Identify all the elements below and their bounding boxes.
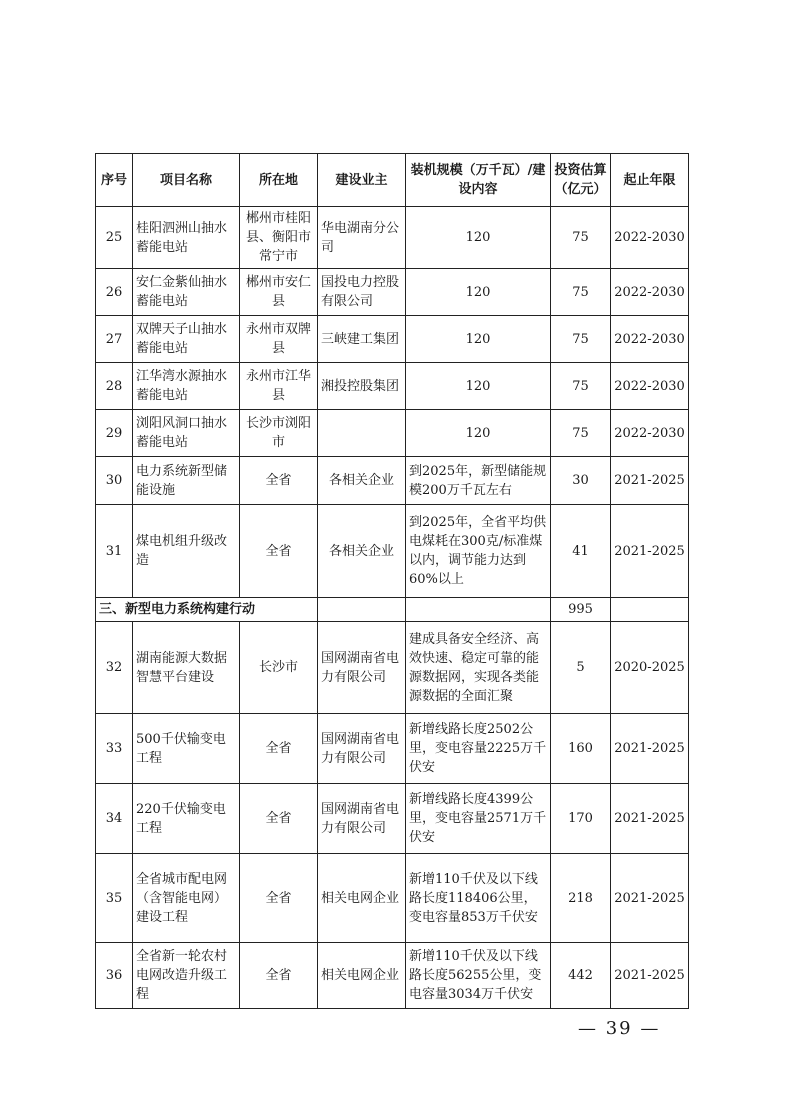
cell-name: 江华湾水源抽水蓄能电站: [133, 363, 240, 410]
table-row: [96, 207, 689, 269]
cell-content: 新增线路长度2502公里，变电容量2225万千伏安: [406, 714, 551, 784]
section-invest: 995: [551, 598, 611, 622]
cell-location: 永州市双牌县: [240, 316, 318, 363]
table-row: [96, 457, 689, 505]
table-row: [96, 784, 689, 854]
cell-seq: 31: [96, 505, 133, 598]
cell-years: 2022-2030: [611, 410, 689, 457]
header-name: 项目名称: [133, 154, 240, 207]
cell-content: 120: [406, 269, 551, 316]
cell-invest: 75: [551, 316, 611, 363]
header-owner: 建设业主: [318, 154, 406, 207]
cell-seq: 36: [96, 943, 133, 1009]
cell-seq: 27: [96, 316, 133, 363]
table-row: [96, 269, 689, 316]
project-table: [95, 153, 689, 1009]
cell-content: 新增线路长度4399公里，变电容量2571万千伏安: [406, 784, 551, 854]
cell-name: 220千伏输变电工程: [133, 784, 240, 854]
cell-content: 120: [406, 207, 551, 269]
cell-invest: 218: [551, 854, 611, 943]
cell-content: [406, 598, 551, 622]
cell-name: 全省城市配电网（含智能电网）建设工程: [133, 854, 240, 943]
cell-location: 永州市江华县: [240, 363, 318, 410]
cell-name: 湖南能源大数据智慧平台建设: [133, 622, 240, 714]
cell-years: 2022-2030: [611, 316, 689, 363]
header-content: 装机规模（万千瓦）/建设内容: [406, 154, 551, 207]
cell-content: 建成具备安全经济、高效快速、稳定可靠的能源数据网，实现各类能源数据的全面汇聚: [406, 622, 551, 714]
cell-years: 2021-2025: [611, 854, 689, 943]
header-row: [96, 154, 689, 207]
cell-owner: [318, 598, 406, 622]
page-number: — 39 —: [578, 1018, 661, 1039]
cell-content: 到2025年，全省平均供电煤耗在300克/标准煤以内，调节能力达到60%以上: [406, 505, 551, 598]
header-years: 起止年限: [611, 154, 689, 207]
cell-owner: 三峡建工集团: [318, 316, 406, 363]
cell-invest: 442: [551, 943, 611, 1009]
header-location: 所在地: [240, 154, 318, 207]
cell-seq: 32: [96, 622, 133, 714]
cell-invest: 30: [551, 457, 611, 505]
header-invest: 投资估算（亿元）: [551, 154, 611, 207]
cell-seq: 29: [96, 410, 133, 457]
cell-owner: 国网湖南省电力有限公司: [318, 714, 406, 784]
cell-name: 全省新一轮农村电网改造升级工程: [133, 943, 240, 1009]
section-title: 三、新型电力系统构建行动: [96, 598, 318, 622]
cell-location: 长沙市浏阳市: [240, 410, 318, 457]
table-row: [96, 854, 689, 943]
cell-location: 全省: [240, 505, 318, 598]
cell-owner: 各相关企业: [318, 505, 406, 598]
cell-seq: 33: [96, 714, 133, 784]
table-row: [96, 505, 689, 598]
cell-name: 煤电机组升级改造: [133, 505, 240, 598]
cell-location: 全省: [240, 714, 318, 784]
cell-seq: 28: [96, 363, 133, 410]
cell-years: 2022-2030: [611, 269, 689, 316]
cell-owner: 华电湖南分公司: [318, 207, 406, 269]
cell-invest: 75: [551, 207, 611, 269]
cell-location: 郴州市安仁县: [240, 269, 318, 316]
cell-invest: 160: [551, 714, 611, 784]
table-row: [96, 410, 689, 457]
cell-years: 2021-2025: [611, 457, 689, 505]
cell-location: 郴州市桂阳县、衡阳市常宁市: [240, 207, 318, 269]
cell-years: 2021-2025: [611, 714, 689, 784]
cell-owner: [318, 410, 406, 457]
cell-location: 全省: [240, 943, 318, 1009]
cell-years: 2021-2025: [611, 943, 689, 1009]
cell-name: 桂阳泗洲山抽水蓄能电站: [133, 207, 240, 269]
cell-name: 浏阳风洞口抽水蓄能电站: [133, 410, 240, 457]
cell-location: 长沙市: [240, 622, 318, 714]
cell-years: 2022-2030: [611, 207, 689, 269]
cell-seq: 35: [96, 854, 133, 943]
table-row: [96, 316, 689, 363]
cell-owner: 国网湖南省电力有限公司: [318, 622, 406, 714]
cell-content: 新增110千伏及以下线路长度118406公里，变电容量853万千伏安: [406, 854, 551, 943]
table-row: [96, 363, 689, 410]
cell-owner: 国投电力控股有限公司: [318, 269, 406, 316]
cell-seq: 26: [96, 269, 133, 316]
cell-seq: 30: [96, 457, 133, 505]
cell-invest: 75: [551, 410, 611, 457]
cell-invest: 75: [551, 363, 611, 410]
cell-name: 电力系统新型储能设施: [133, 457, 240, 505]
cell-content: 新增110千伏及以下线路长度56255公里，变电容量3034万千伏安: [406, 943, 551, 1009]
cell-years: 2021-2025: [611, 505, 689, 598]
cell-owner: 各相关企业: [318, 457, 406, 505]
cell-name: 双牌天子山抽水蓄能电站: [133, 316, 240, 363]
cell-invest: 75: [551, 269, 611, 316]
cell-seq: 34: [96, 784, 133, 854]
cell-owner: 相关电网企业: [318, 854, 406, 943]
table-row: [96, 943, 689, 1009]
cell-years: 2020-2025: [611, 622, 689, 714]
cell-location: 全省: [240, 854, 318, 943]
table-row: [96, 622, 689, 714]
cell-name: 安仁金紫仙抽水蓄能电站: [133, 269, 240, 316]
cell-years: [611, 598, 689, 622]
cell-content: 120: [406, 410, 551, 457]
cell-seq: 25: [96, 207, 133, 269]
cell-invest: 5: [551, 622, 611, 714]
cell-invest: 170: [551, 784, 611, 854]
cell-invest: 41: [551, 505, 611, 598]
section-row: [96, 598, 689, 622]
cell-content: 120: [406, 316, 551, 363]
cell-years: 2021-2025: [611, 784, 689, 854]
cell-location: 全省: [240, 457, 318, 505]
cell-owner: 国网湖南省电力有限公司: [318, 784, 406, 854]
cell-location: 全省: [240, 784, 318, 854]
cell-name: 500千伏输变电工程: [133, 714, 240, 784]
cell-years: 2022-2030: [611, 363, 689, 410]
header-seq: 序号: [96, 154, 133, 207]
cell-owner: 湘投控股集团: [318, 363, 406, 410]
cell-content: 120: [406, 363, 551, 410]
cell-owner: 相关电网企业: [318, 943, 406, 1009]
cell-content: 到2025年，新型储能规模200万千瓦左右: [406, 457, 551, 505]
table-row: [96, 714, 689, 784]
